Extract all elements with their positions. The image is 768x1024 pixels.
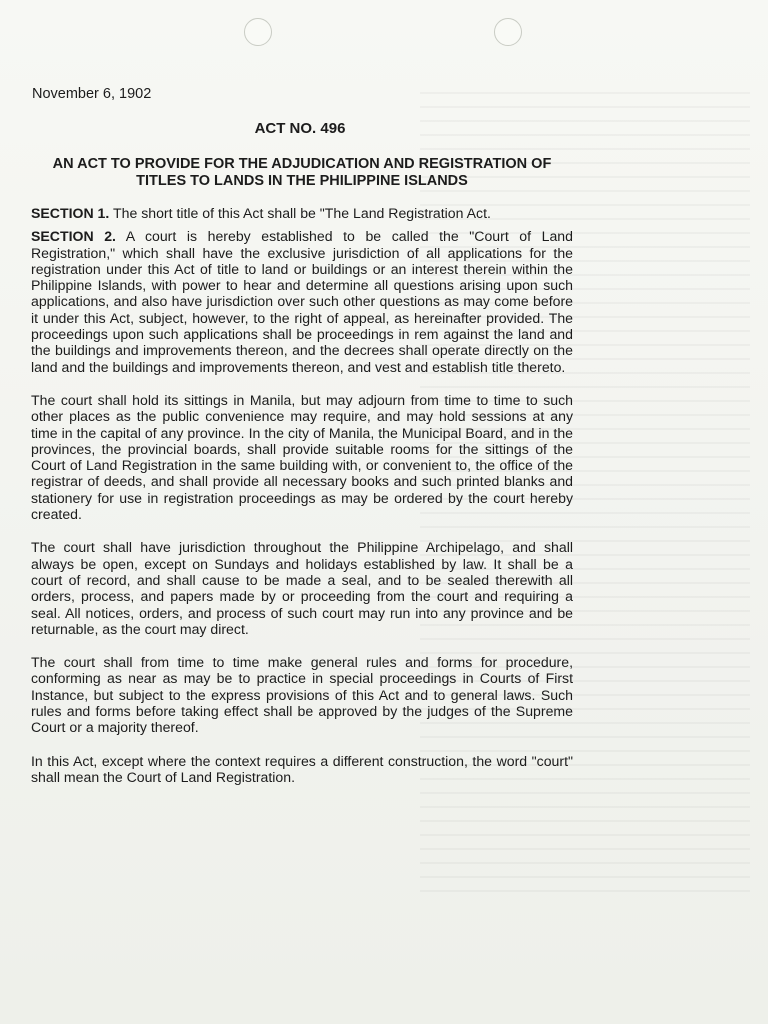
section-1-text: The short title of this Act shall be "The Land Registration Act. — [113, 205, 491, 221]
section-1 — [31, 205, 573, 221]
punch-hole-right — [494, 18, 522, 46]
punch-hole-left — [244, 18, 272, 46]
section-1-heading: SECTION 1. — [31, 205, 110, 221]
act-body — [31, 205, 573, 797]
paragraph-court-rules: The court shall from time to time make general rules and forms for procedure, conforming as near as may be to practice in special proceedings in Courts of First Instance, but subject to the express provisions of this Act and to general laws. Such rules and forms before taking effect shall be approved by the judges of the Supreme Court or a majority thereof. — [31, 654, 573, 736]
document-date: November 6, 1902 — [32, 86, 152, 102]
act-number: ACT NO. 496 — [254, 120, 346, 137]
section-2-heading: SECTION 2. — [31, 228, 116, 245]
paragraph-court-sittings: The court shall hold its sittings in Manila, but may adjourn from time to time to such other places as the public convenience may require, and may hold sessions at any time in the capital of any province. In the city of Manila, the Municipal Board, and in the provinces, the provincial boards, shall provide suitable rooms for the sittings of the Court of Land Registration in the same building with, or convenient to, the office of the registrar of deeds, and shall provide all necessary books and such printed blanks and stationery for use in registration proceedings as may be ordered by the court hereby created. — [31, 391, 573, 523]
section-2-text: A court is hereby established to be called the "Court of Land Registration," which shall have the exclusive jurisdiction of all applications for the registration under this Act of title to land or buildings or an interest therein within the Philippine Islands, with power to hear and determine all questions arising upon such applications, and also have jurisdiction over such other questions as may come before it under this Act, subject, however, to the right of appeal, as hereinafter provided. The proceedings upon such applications shall be proceedings in rem against the land and the buildings and improvements thereon, and the decrees shall operate directly on the land and the buildings and improvements thereon, and vest and establish title thereto. — [31, 228, 573, 375]
paragraph-court-jurisdiction: The court shall have jurisdiction throughout the Philippine Archipelago, and shall always be open, except on Sundays and holidays established by law. It shall be a court of record, and shall cause to be made a seal, and to be sealed therewith all orders, process, and papers made by or proceeding from the court and requiring a seal. All notices, orders, and process of such court may run into any province and be returnable, as the court may direct. — [31, 539, 573, 637]
section-2 — [31, 228, 573, 375]
paragraph-court-definition: In this Act, except where the context requires a different construction, the word "court" shall mean the Court of Land Registration. — [31, 752, 573, 785]
act-title: AN ACT TO PROVIDE FOR THE ADJUDICATION AND REGISTRATION OF TITLES TO LANDS IN THE PHILIPPINE ISLANDS — [52, 156, 552, 189]
